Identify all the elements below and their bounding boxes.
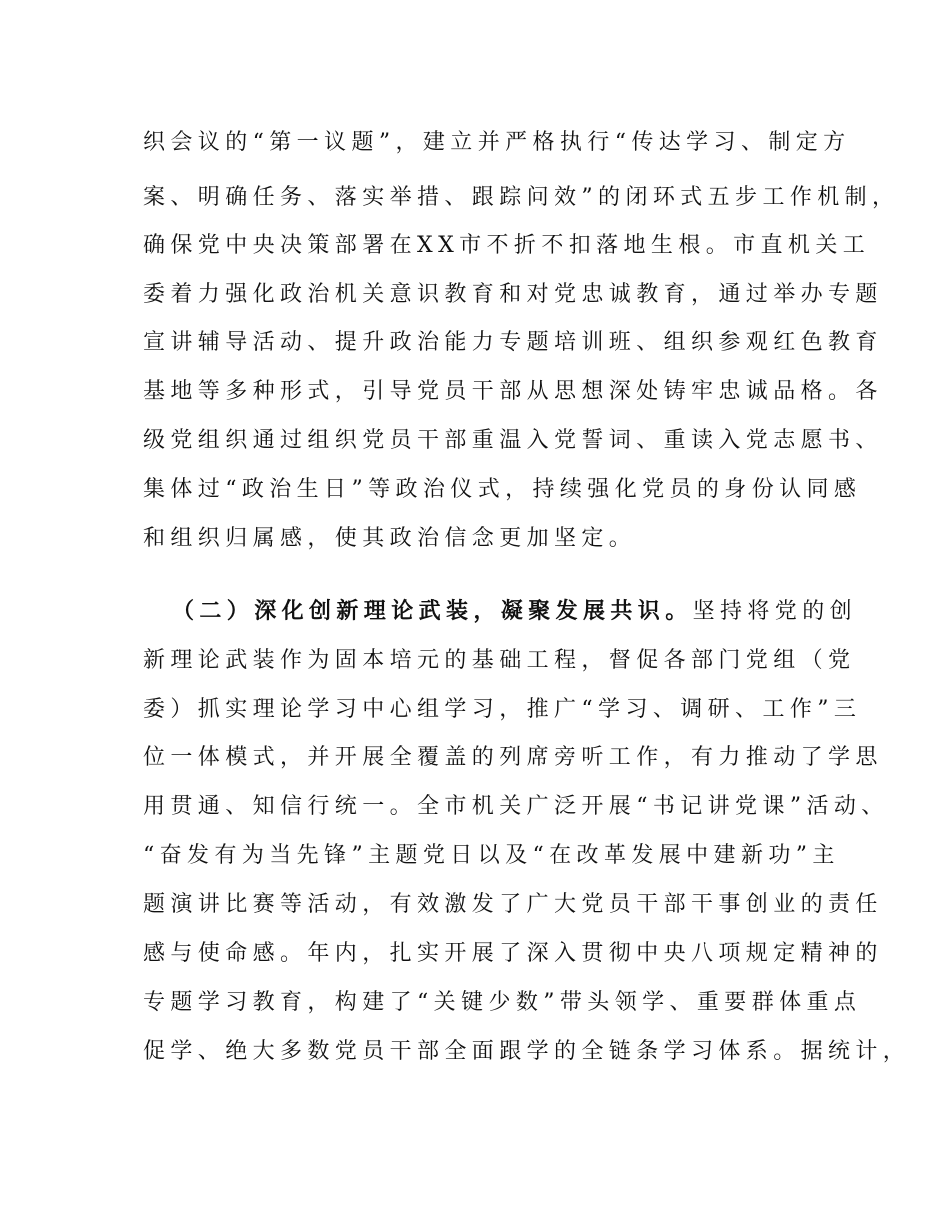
text-line: 新理论武装作为固本培元的基础工程，督促各部门党组（党: [143, 648, 856, 673]
text-run: 坚持将党的创: [692, 599, 858, 624]
text-line: [172, 596, 858, 627]
text-line: 宣讲辅导活动、提升政治能力专题培训班、组织参观红色教育: [143, 330, 883, 355]
text-line: 题演讲比赛等活动，有效激发了广大党员干部干事创业的责任: [143, 892, 883, 917]
text-line: 位一体模式，并开展全覆盖的列席旁听工作，有力推动了学思: [143, 745, 883, 770]
text-line: 委）抓实理论学习中心组学习，推广“学习、调研、工作”三: [143, 697, 862, 722]
text-line: 委着力强化政治机关意识教育和对党忠诚教育，通过举办专题: [143, 282, 883, 307]
text-line: 用贯通、知信行统一。全市机关广泛开展“书记讲党课”活动、: [143, 794, 889, 819]
text-line: 感与使命感。年内，扎实开展了深入贯彻中央八项规定精神的: [143, 941, 883, 966]
text-line: 确保党中央决策部署在XX市不折不扣落地生根。市直机关工: [143, 233, 871, 258]
text-line: 集体过“政治生日”等政治仪式，持续强化党员的身份认同感: [143, 477, 862, 502]
text-line: 级党组织通过组织党员干部重温入党誓词、重读入党志愿书、: [143, 428, 883, 453]
text-line: 案、明确任务、落实举措、跟踪问效”的闭环式五步工作机制，: [143, 185, 900, 210]
section-heading: （二）深化创新理论武装，凝聚发展共识。: [172, 598, 693, 624]
text-line: 基地等多种形式，引导党员干部从思想深处铸牢忠诚品格。各: [143, 379, 883, 404]
text-line: “奋发有为当先锋”主题党日以及“在改革发展中建新功”主: [143, 843, 840, 868]
text-line: 促学、绝大多数党员干部全面跟学的全链条学习体系。据统计，: [143, 1039, 911, 1064]
text-line: 专题学习教育，构建了“关键少数”带头领学、重要群体重点: [143, 990, 862, 1015]
text-line: 和组织归属感，使其政治信念更加坚定。: [143, 526, 637, 551]
text-line: 织会议的“第一议题”，建立并严格执行“传达学习、制定方: [143, 130, 851, 155]
